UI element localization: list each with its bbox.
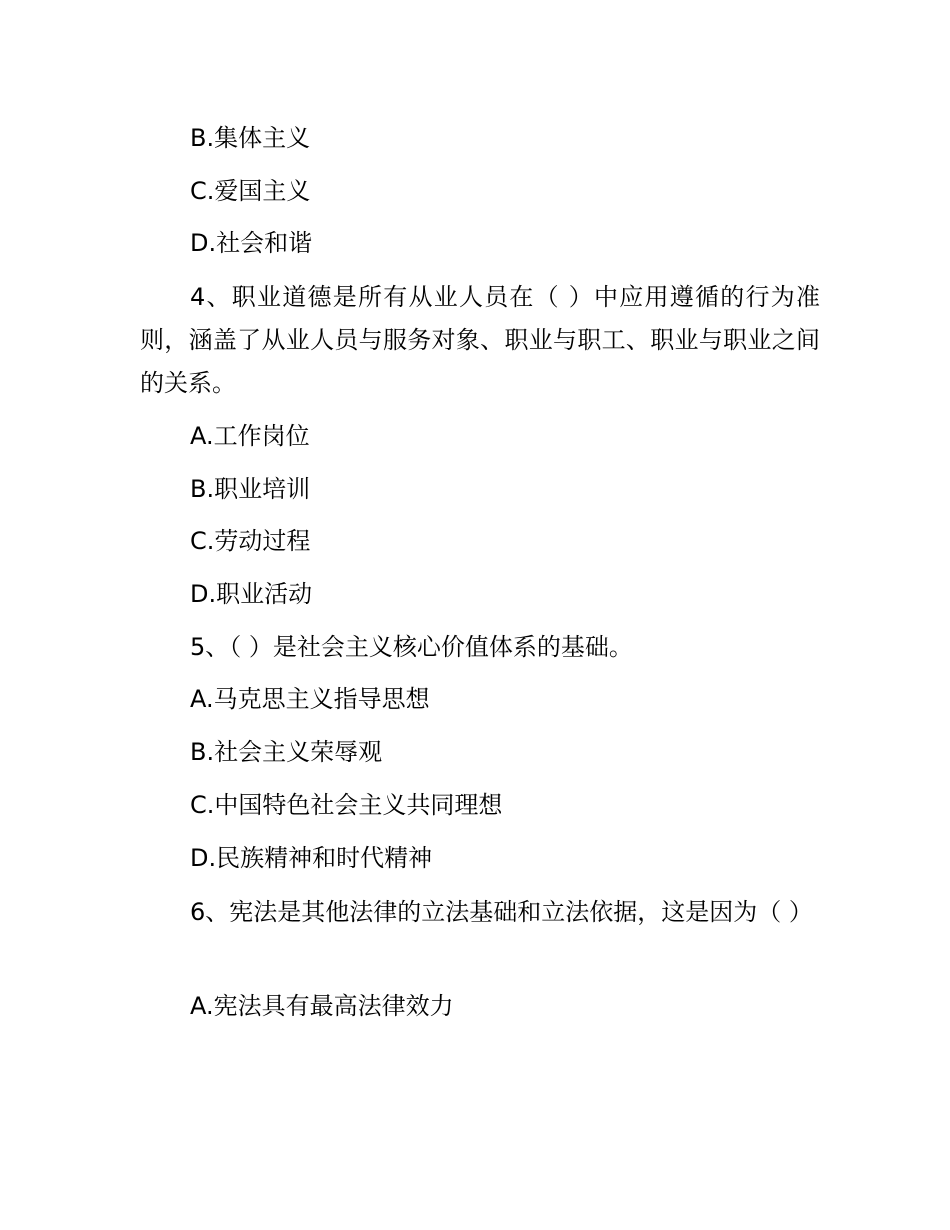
option-b-vocational-training: B.职业培训 xyxy=(190,475,311,503)
question-6: 6、宪法是其他法律的立法基础和立法依据，这是因为（ ） xyxy=(190,898,813,926)
option-a-work-post: A.工作岗位 xyxy=(190,422,310,450)
question-5: 5、（ ）是社会主义核心价值体系的基础。 xyxy=(190,633,633,661)
option-b-socialist-honor-disgrace: B.社会主义荣辱观 xyxy=(190,738,383,766)
option-d-social-harmony: D.社会和谐 xyxy=(190,229,313,257)
option-d-national-spirit: D.民族精神和时代精神 xyxy=(190,844,433,872)
option-c-labor-process: C.劳动过程 xyxy=(190,527,311,555)
option-b-collectivism: B.集体主义 xyxy=(190,124,311,152)
option-a-constitution-highest-effect: A.宪法具有最高法律效力 xyxy=(190,992,454,1020)
option-c-patriotism: C.爱国主义 xyxy=(190,177,311,205)
option-a-marxism-guiding-thought: A.马克思主义指导思想 xyxy=(190,685,430,713)
question-4: 4、职业道德是所有从业人员在（ ）中应用遵循的行为准则，涵盖了从业人员与服务对象、职业与职工、职业与职业之间的关系。 xyxy=(140,283,820,397)
option-c-common-ideal: C.中国特色社会主义共同理想 xyxy=(190,791,503,819)
option-d-professional-activity: D.职业活动 xyxy=(190,580,313,608)
